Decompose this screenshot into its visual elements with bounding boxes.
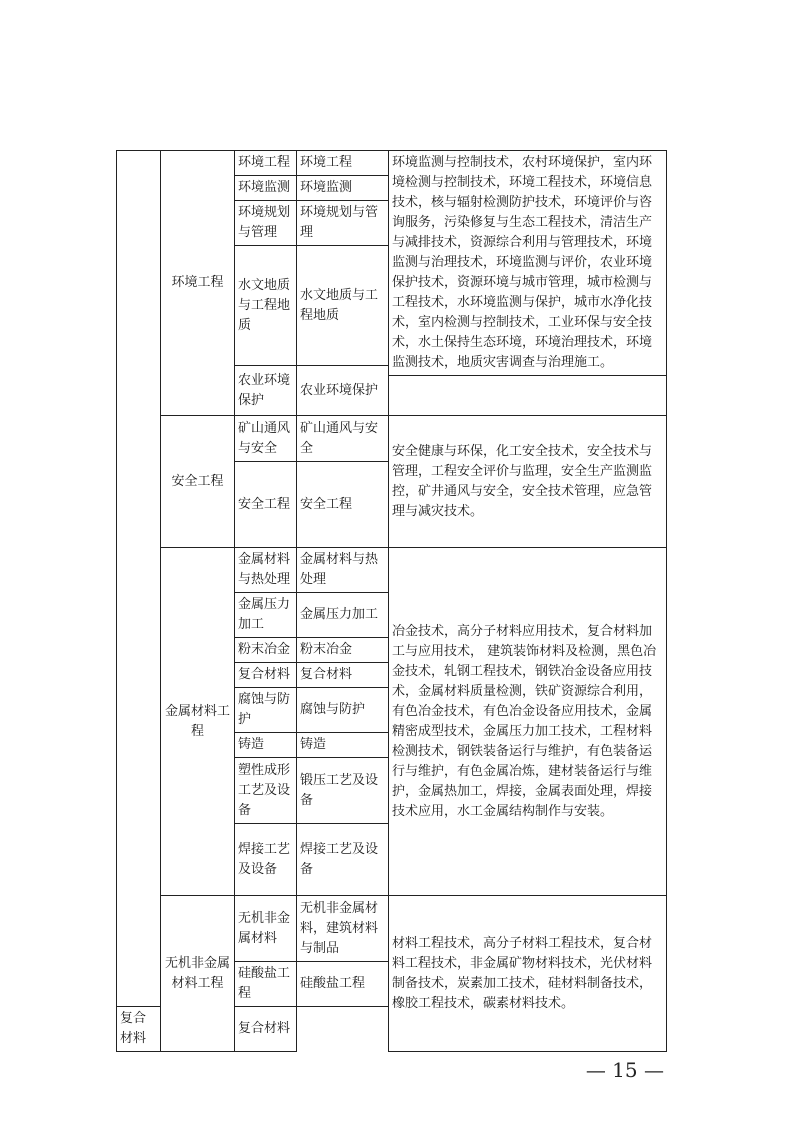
- table-row: [117, 896, 667, 962]
- major-new-cell: 焊接工艺及设备: [297, 824, 389, 896]
- major-old-cell: 环境监测: [235, 176, 297, 201]
- major-new-cell: 环境监测: [297, 176, 389, 201]
- major-old-cell: 农业环境保护: [235, 366, 297, 416]
- major-old-cell: 粉末冶金: [235, 638, 297, 663]
- major-new-cell: 复合材料: [235, 1007, 297, 1052]
- category-cell: 无机非金属材料工程: [161, 896, 235, 1052]
- major-new-cell: 锻压工艺及设备: [297, 758, 389, 824]
- page-number: — 15 —: [585, 1058, 664, 1082]
- major-old-cell: 金属压力加工: [235, 593, 297, 638]
- major-old-cell: 环境规划与管理: [235, 201, 297, 246]
- major-new-cell: 复合材料: [297, 663, 389, 688]
- description-cell: 环境监测与控制技术，农村环境保护，室内环境检测与控制技术，环境工程技术，环境信息技术，核与辐射检测防护技术，环境评价与咨询服务，污染修复与生态工程技术，清洁生产与减排技术，资源综合利用与管理技术，环境监测与治理技术，环境监测与评价，农业环境保护技术，资源环境与城市管理，城市检测与工程技术，水环境监测与保护，城市水净化技术，室内检测与控制技术，工业环保与安全技术，水土保持生态环境，环境治理技术，环境监测技术，地质灾害调查与治理施工。: [389, 151, 667, 376]
- major-old-cell: 金属材料与热处理: [235, 548, 297, 593]
- description-cell: 安全健康与环保，化工安全技术，安全技术与管理，工程安全评价与监理，安全生产监测监控，矿井通风与安全，安全技术管理，应急管理与减灾技术。: [389, 416, 667, 548]
- major-new-cell: 硅酸盐工程: [297, 962, 389, 1007]
- major-new-cell: 铸造: [297, 733, 389, 758]
- major-new-cell: 环境规划与管理: [297, 201, 389, 246]
- description-cell: 材料工程技术，高分子材料工程技术，复合材料工程技术，非金属矿物材料技术，光伏材料制备技术，炭素加工技术，硅材料制备技术，橡胶工程技术，碳素材料技术。: [389, 896, 667, 1052]
- category-cell: 金属材料工程: [161, 548, 235, 896]
- major-old-cell: 无机非金属材料: [235, 896, 297, 962]
- major-new-cell: 水文地质与工程地质: [297, 246, 389, 366]
- major-old-cell: 复合材料: [235, 663, 297, 688]
- major-old-cell: 环境工程: [235, 151, 297, 176]
- blank-left-column: [117, 151, 161, 1007]
- major-new-cell: 粉末冶金: [297, 638, 389, 663]
- major-new-cell: 腐蚀与防护: [297, 688, 389, 733]
- major-old-cell: 铸造: [235, 733, 297, 758]
- major-old-cell: 安全工程: [235, 462, 297, 548]
- major-old-cell: 腐蚀与防护: [235, 688, 297, 733]
- major-new-cell: 安全工程: [297, 462, 389, 548]
- empty-description-cell: [389, 376, 667, 416]
- major-new-cell: 金属材料与热处理: [297, 548, 389, 593]
- major-new-cell: 环境工程: [297, 151, 389, 176]
- major-new-cell: 矿山通风与安全: [297, 416, 389, 462]
- table-row: [117, 416, 667, 462]
- table-row: [117, 151, 667, 176]
- major-old-cell: 复合材料: [117, 1007, 161, 1052]
- major-old-cell: 焊接工艺及设备: [235, 824, 297, 896]
- category-cell: 安全工程: [161, 416, 235, 548]
- major-new-cell: 金属压力加工: [297, 593, 389, 638]
- major-old-cell: 硅酸盐工程: [235, 962, 297, 1007]
- major-old-cell: 塑性成形工艺及设备: [235, 758, 297, 824]
- category-cell: 环境工程: [161, 151, 235, 416]
- major-new-cell: 农业环境保护: [297, 366, 389, 416]
- major-old-cell: 水文地质与工程地质: [235, 246, 297, 366]
- major-new-cell: 无机非金属材料，建筑材料与制品: [297, 896, 389, 962]
- table-row: [117, 548, 667, 593]
- description-cell: 冶金技术，高分子材料应用技术，复合材料加工与应用技术， 建筑装饰材料及检测，黑色冶金技术，轧钢工程技术，钢铁冶金设备应用技术，金属材料质量检测，铁矿资源综合利用，有色冶金技术，有色冶金设备应用技术，金属精密成型技术，金属压力加工技术，工程材料检测技术，钢铁装备运行与维护，有色装备运行与维护，有色金属冶炼，建材装备运行与维护，金属热加工，焊接，金属表面处理，焊接技术应用，水工金属结构制作与安装。: [389, 548, 667, 896]
- major-old-cell: 矿山通风与安全: [235, 416, 297, 462]
- specialty-table: [116, 150, 667, 1052]
